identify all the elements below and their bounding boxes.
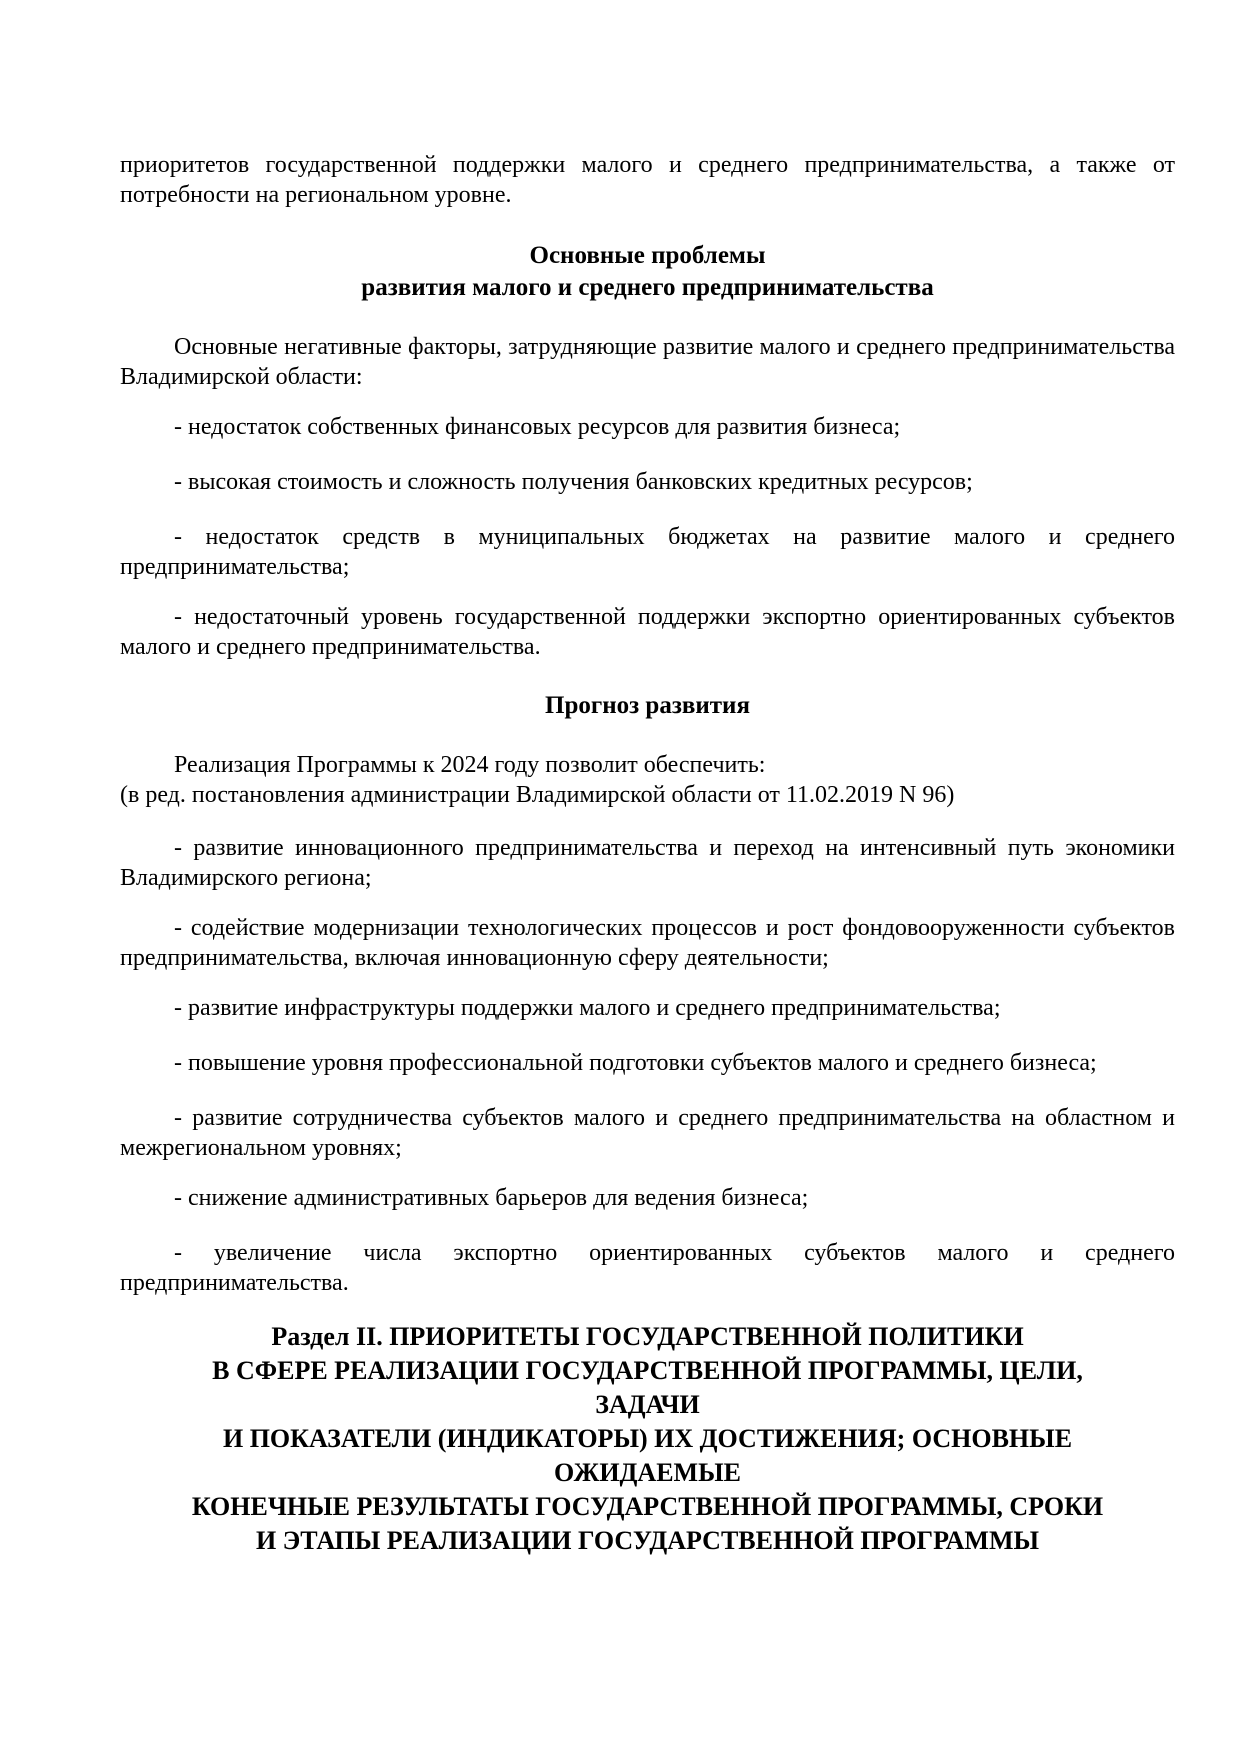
problems-heading-line-2: развития малого и среднего предпринимательства xyxy=(361,274,934,301)
problems-heading xyxy=(120,240,1175,304)
forecast-amendment-note: (в ред. постановления администрации Владимирской области от 11.02.2019 N 96) xyxy=(120,782,955,808)
problems-item-4: - недостаточный уровень государственной поддержки экспортно ориентированных субъектов малого и среднего предпринимательства. xyxy=(120,604,1175,660)
forecast-item-5: - развитие сотрудничества субъектов малого и среднего предпринимательства на областном и межрегиональном уровнях; xyxy=(120,1105,1175,1161)
forecast-item-4: - повышение уровня профессиональной подготовки субъектов малого и среднего бизнеса; xyxy=(174,1050,1097,1076)
section-2-heading-line-2: В СФЕРЕ РЕАЛИЗАЦИИ ГОСУДАРСТВЕННОЙ ПРОГРАММЫ, ЦЕЛИ, xyxy=(212,1356,1083,1385)
forecast-heading: Прогноз развития xyxy=(545,692,750,719)
problems-item-2: - высокая стоимость и сложность получения банковских кредитных ресурсов; xyxy=(174,469,973,495)
forecast-item-6: - снижение административных барьеров для ведения бизнеса; xyxy=(174,1185,809,1211)
section-2-heading-line-5: ОЖИДАЕМЫЕ xyxy=(554,1458,741,1487)
section-2-heading-line-6: КОНЕЧНЫЕ РЕЗУЛЬТАТЫ ГОСУДАРСТВЕННОЙ ПРОГРАММЫ, СРОКИ xyxy=(191,1492,1104,1521)
problems-item-1: - недостаток собственных финансовых ресурсов для развития бизнеса; xyxy=(174,414,901,440)
section-2-heading-line-7: И ЭТАПЫ РЕАЛИЗАЦИИ ГОСУДАРСТВЕННОЙ ПРОГРАММЫ xyxy=(255,1526,1040,1555)
section-2-heading xyxy=(120,1320,1175,1558)
forecast-item-7: - увеличение числа экспортно ориентированных субъектов малого и среднего предпринимательства. xyxy=(120,1240,1175,1296)
problems-item-3: - недостаток средств в муниципальных бюджетах на развитие малого и среднего предпринимательства; xyxy=(120,524,1175,580)
forecast-item-1: - развитие инновационного предпринимательства и переход на интенсивный путь экономики Владимирского региона; xyxy=(120,835,1175,891)
section-2-heading-line-4: И ПОКАЗАТЕЛИ (ИНДИКАТОРЫ) ИХ ДОСТИЖЕНИЯ; ОСНОВНЫЕ xyxy=(222,1424,1073,1453)
problems-heading-line-1: Основные проблемы xyxy=(529,242,766,269)
problems-lead-paragraph: Основные негативные факторы, затрудняющие развитие малого и среднего предпринимательства Владимирской области: xyxy=(120,334,1175,390)
forecast-item-3: - развитие инфраструктуры поддержки малого и среднего предпринимательства; xyxy=(174,995,1001,1021)
intro-paragraph: приоритетов государственной поддержки малого и среднего предпринимательства, а также от потребности на региональном уровне. xyxy=(120,152,1175,208)
forecast-lead-paragraph xyxy=(120,750,1175,810)
forecast-item-2: - содействие модернизации технологических процессов и рост фондовооруженности субъектов предпринимательства, включая инновационную сферу деятельности; xyxy=(120,915,1175,971)
section-2-heading-line-1: Раздел II. ПРИОРИТЕТЫ ГОСУДАРСТВЕННОЙ ПОЛИТИКИ xyxy=(271,1322,1024,1351)
section-2-heading-line-3: ЗАДАЧИ xyxy=(595,1390,700,1419)
forecast-lead-line-1: Реализация Программы к 2024 году позволит обеспечить: xyxy=(174,752,766,778)
